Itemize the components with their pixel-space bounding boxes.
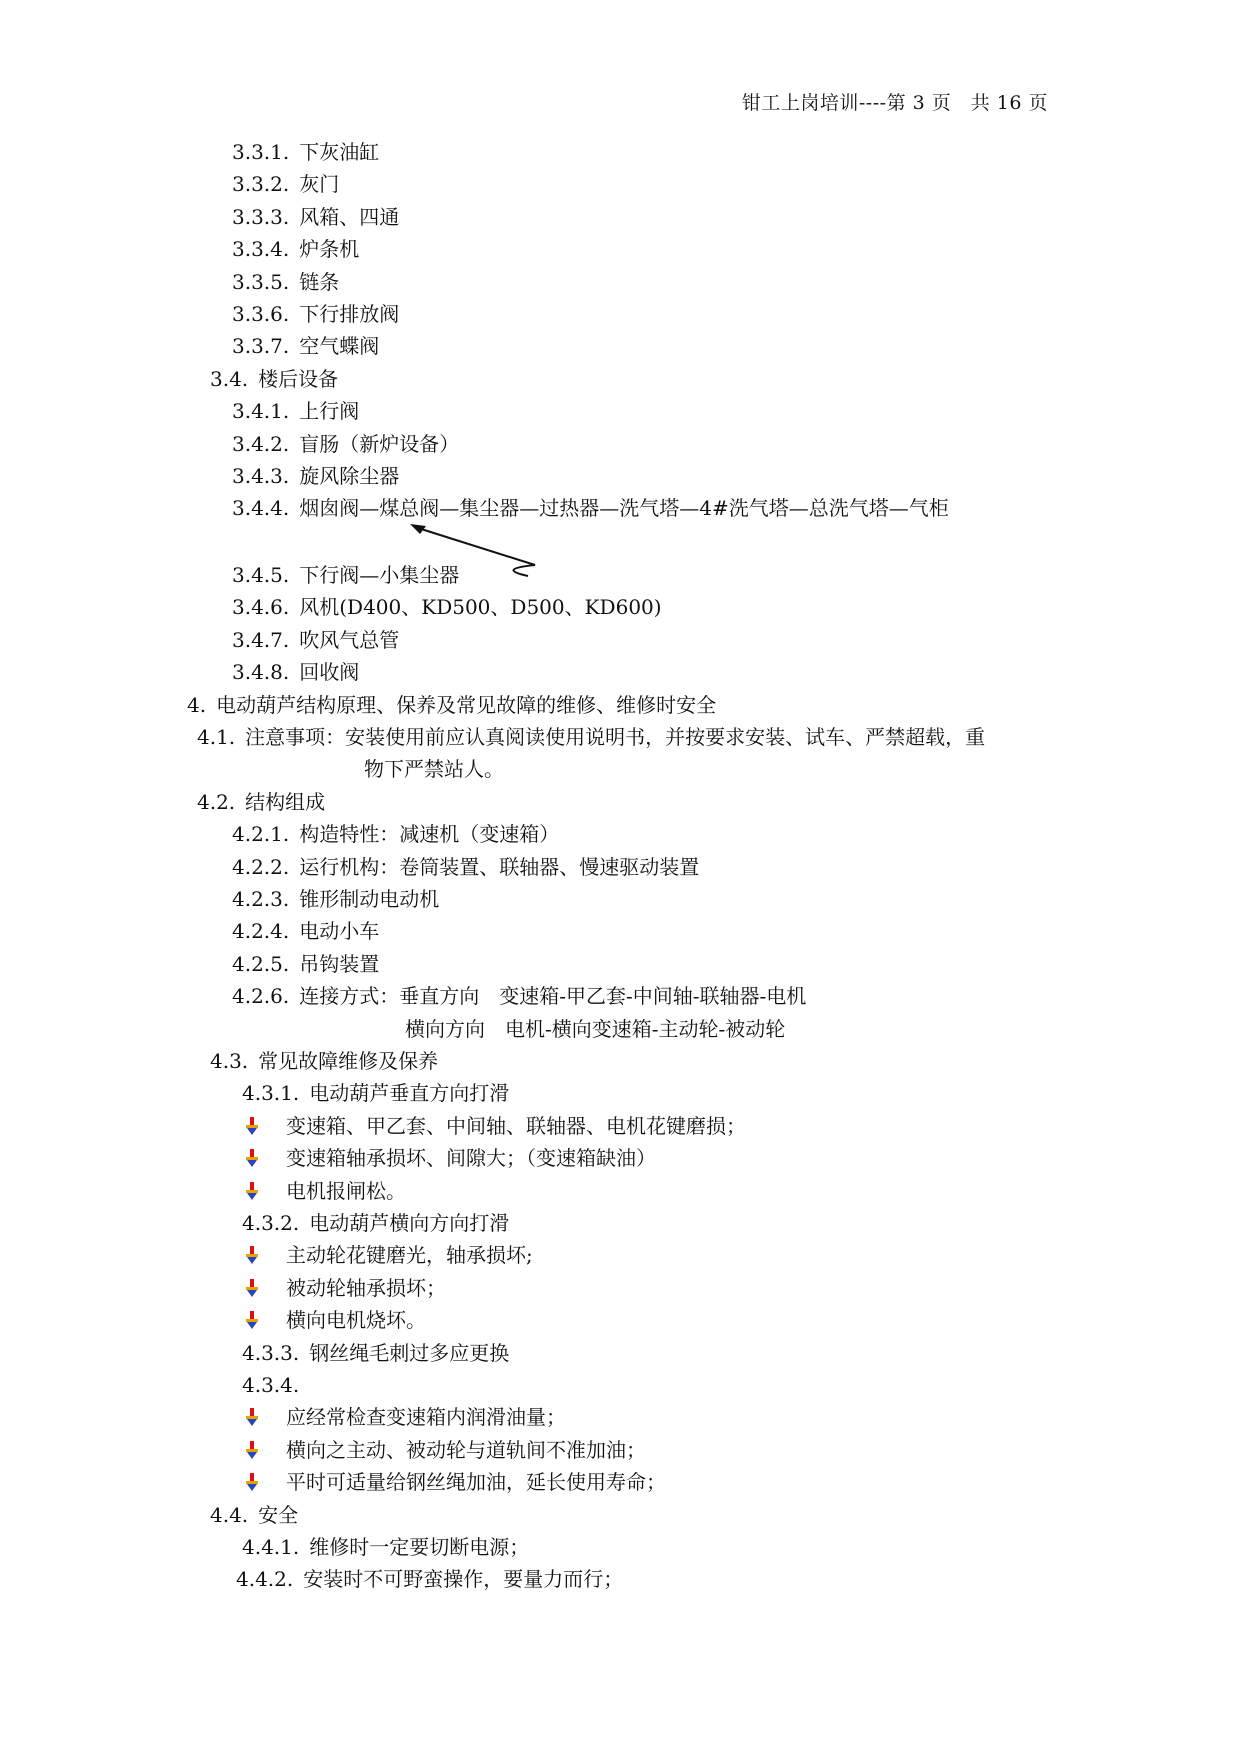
outline-heading: 4.1. 注意事项：安装使用前应认真阅读使用说明书，并按要求安装、试车、严禁超载，重 <box>197 725 986 749</box>
outline-item: 4.4.2. 安装时不可野蛮操作，要量力而行； <box>236 1567 624 1591</box>
bullet-item: 横向电机烧坏。 <box>286 1308 426 1332</box>
bullet-item: 平时可适量给钢丝绳加油，延长使用寿命； <box>286 1470 666 1494</box>
outline-item: 4.2.2. 运行机构：卷筒装置、联轴器、慢速驱动装置 <box>232 855 700 879</box>
bullet-item: 横向之主动、被动轮与道轨间不准加油； <box>286 1438 646 1462</box>
bullet-item: 变速箱轴承损坏、间隙大；（变速箱缺油） <box>286 1146 656 1170</box>
outline-item: 3.3.1. 下灰油缸 <box>232 140 380 164</box>
arrow-bullet-icon <box>245 1440 259 1460</box>
outline-item: 4.3.4. <box>242 1373 300 1397</box>
outline-heading: 3.4. 楼后设备 <box>210 367 339 391</box>
outline-item: 4.2.3. 锥形制动电动机 <box>232 887 440 911</box>
outline-heading: 4.3. 常见故障维修及保养 <box>210 1049 439 1073</box>
bullet-item: 应经常检查变速箱内润滑油量； <box>286 1405 566 1429</box>
outline-item: 4.2.5. 吊钩装置 <box>232 952 380 976</box>
page-header: 钳工上岗培训----第 3 页 共 16 页 <box>741 92 1048 114</box>
arrow-bullet-icon <box>245 1310 259 1330</box>
outline-item: 3.4.4. 烟囱阀—煤总阀—集尘器—过热器—洗气塔—4#洗气塔—总洗气塔—气柜 <box>232 496 949 520</box>
outline-item: 3.3.5. 链条 <box>232 270 340 294</box>
outline-item: 3.4.1. 上行阀 <box>232 399 360 423</box>
bullet-item: 主动轮花键磨光，轴承损坏; <box>286 1243 533 1267</box>
section-heading: 4. 电动葫芦结构原理、保养及常见故障的维修、维修时安全 <box>187 693 717 717</box>
outline-item: 4.2.4. 电动小车 <box>232 919 380 943</box>
arrow-bullet-icon <box>245 1407 259 1427</box>
outline-item: 3.3.2. 灰门 <box>232 172 340 196</box>
bullet-item: 变速箱、甲乙套、中间轴、联轴器、电机花键磨损； <box>286 1114 746 1138</box>
outline-item: 3.3.3. 风箱、四通 <box>232 205 400 229</box>
outline-item: 4.2.6. 连接方式：垂直方向 变速箱-甲乙套-中间轴-联轴器-电机 <box>232 984 807 1008</box>
outline-item: 3.3.4. 炉条机 <box>232 237 360 261</box>
outline-item: 3.4.8. 回收阀 <box>232 660 360 684</box>
outline-item: 4.2.1. 构造特性：减速机（变速箱） <box>232 822 560 846</box>
outline-heading: 4.2. 结构组成 <box>197 790 326 814</box>
arrow-bullet-icon <box>245 1116 259 1136</box>
bullet-item: 电机报闸松。 <box>286 1179 406 1203</box>
outline-item: 4.3.3. 钢丝绳毛刺过多应更换 <box>242 1341 510 1365</box>
outline-item: 3.4.6. 风机(D400、KD500、D500、KD600) <box>232 595 662 619</box>
outline-item: 3.3.6. 下行排放阀 <box>232 302 400 326</box>
outline-item: 3.4.2. 盲肠（新炉设备） <box>232 432 460 456</box>
arrow-bullet-icon <box>245 1472 259 1492</box>
outline-continuation: 横向方向 电机-横向变速箱-主动轮-被动轮 <box>405 1017 786 1041</box>
outline-item: 4.4.1. 维修时一定要切断电源； <box>242 1535 530 1559</box>
arrow-bullet-icon <box>245 1148 259 1168</box>
outline-item: 4.3.1. 电动葫芦垂直方向打滑 <box>242 1081 510 1105</box>
outline-item: 3.4.7. 吹风气总管 <box>232 628 400 652</box>
arrow-bullet-icon <box>245 1181 259 1201</box>
outline-item: 3.3.7. 空气蝶阀 <box>232 334 380 358</box>
outline-item: 3.4.5. 下行阀—小集尘器 <box>232 563 460 587</box>
outline-item: 4.3.2. 电动葫芦横向方向打滑 <box>242 1211 510 1235</box>
arrow-bullet-icon <box>245 1278 259 1298</box>
outline-continuation: 物下严禁站人。 <box>364 757 504 781</box>
outline-heading: 4.4. 安全 <box>210 1503 299 1527</box>
arrow-bullet-icon <box>245 1245 259 1265</box>
bullet-item: 被动轮轴承损坏； <box>286 1276 446 1300</box>
outline-item: 3.4.3. 旋风除尘器 <box>232 464 400 488</box>
